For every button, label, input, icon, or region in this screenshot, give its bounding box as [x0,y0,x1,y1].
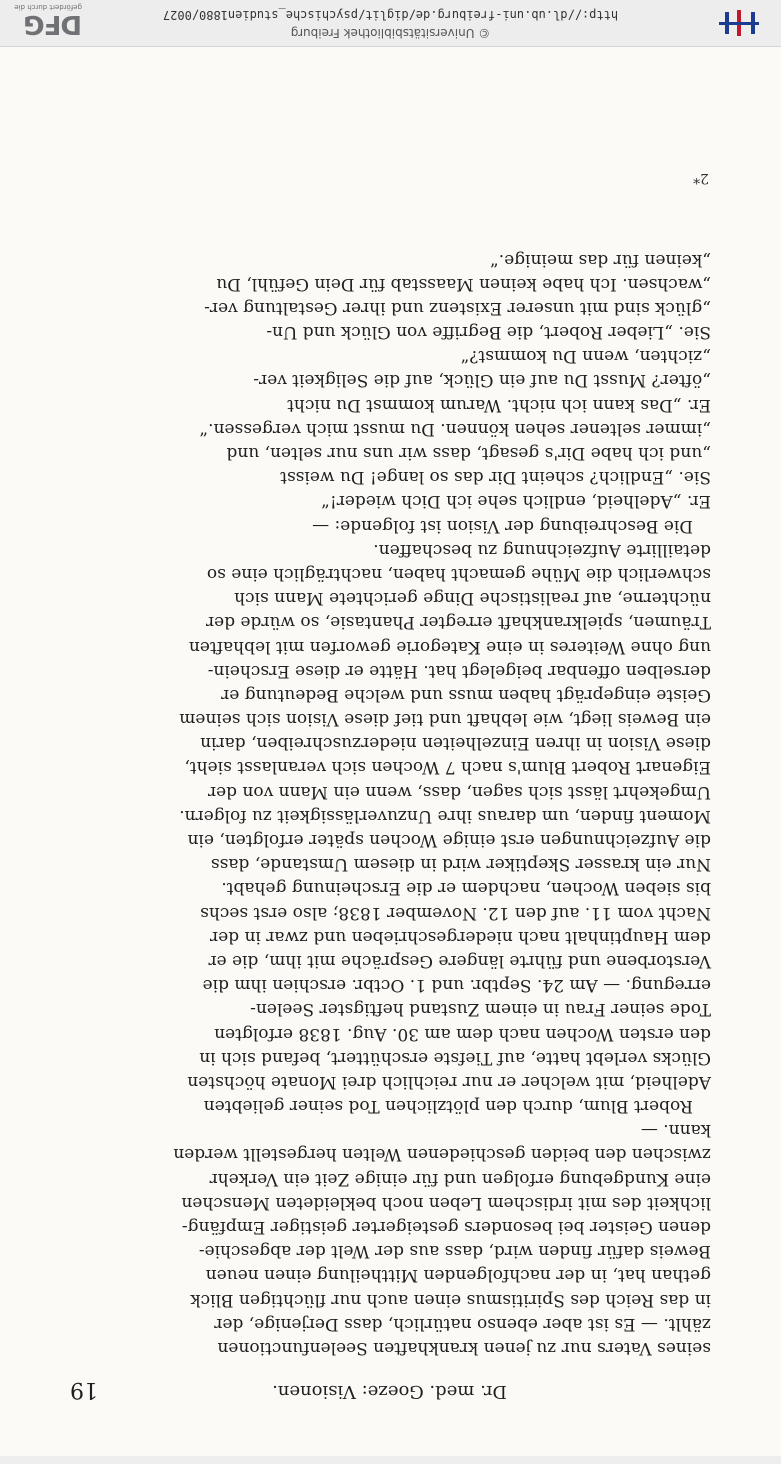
text-line: Träumen, spielkrankhaft erregter Phantasie, so würde der [205,612,711,633]
text-line: ung ohne Weiteres in eine Kategorie geworfen mit lebhaften [188,636,711,657]
text-line: kann. — [640,1120,711,1141]
text-line: derselben offenbar beigelegt hat. Hätte er diese Erschein- [207,660,711,681]
text-line: „wachsen. Ich habe keinen Maasstab für Dein Gefühl, Du [216,273,711,294]
text-line: Tode seiner Frau in einem Zustand heftigster Seelen- [250,999,711,1020]
text-line: Moment finden, um daraus ihre Unzuverlässigkeit zu folgern. [179,805,711,826]
document-url-link[interactable]: http://dl.ub.uni-freiburg.de/diglit/psychische_studien1880/0027 [162,8,619,22]
text-line: Geiste eingeprägt haben muss und welche Bedeutung er [221,684,711,705]
dfg-logo-subtitle: gefördert durch die [14,3,82,11]
text-line: Er. „Adelheid, endlich sehe ich Dich wieder!“ [321,491,711,512]
text-line: Er. „Das kann ich nicht. Warum kommst Du nicht [287,394,711,415]
text-line: Eigenart Robert Blum's nach 7 Wochen sich veranlasst sieht, [184,757,711,778]
text-line: Nur ein krasser Skeptiker wird in diesem Umstande, dass [210,854,711,875]
top-strip [0,1456,781,1464]
text-line: „glück sind mit unserer Existenz und ihrer Gestaltung ver- [204,297,711,318]
viewer-footer-bar [0,0,781,47]
text-line: detaillirte Aufzeichnung zu beschaffen. [373,539,711,560]
text-line: Verstorbene und führte längere Gespräche mit ihm, die er [208,951,711,971]
text-line: dem Hauptinhalt nach niedergeschrieben und zwar in der [210,926,711,947]
text-line: zählt. — Es ist aber ebenso natürlich, dass Derjenige, der [214,1313,711,1334]
text-line: „zichten, wenn Du kommst?“ [460,346,711,367]
text-line: Sie. „Endlich? scheint Dir das so lange! Du weisst [280,467,711,488]
text-line: Nacht vom 11. auf den 12. November 1838; also erst sechs [200,902,711,923]
text-line: Beweis dafür finden wird, dass aus der Welt der abgeschie- [198,1241,711,1262]
text-line: ein Beweis liegt, wie lebhaft und tief diese Vision sich seinem [179,709,711,730]
signature-mark: 2* [693,170,709,186]
running-header [70,1370,709,1402]
text-line: seines Vaters nur zu jenen krankhaften Seelenfunctionen [217,1338,711,1358]
text-line: „und ich habe Dir's gesagt, dass wir uns nur selten, und [226,443,711,464]
copyright-notice: © Universitätsbibliothek Freiburg [290,26,491,40]
page-header-title: Dr. med. Goeze: Visionen. [272,1381,507,1402]
text-line: Adelheid, mit welcher er nur reichlich drei Monate höchsten [187,1071,711,1092]
text-line: lichkeit des mit irdischem Leben noch bekleideten Menschen [181,1192,711,1213]
text-line: nüchterne, auf realistische Dinge gerichtete Mann sich [234,588,711,609]
text-line: eine Kundgebung erfolgen und für einige Zeit ein Verkehr [209,1168,711,1189]
text-line: Robert Blum, durch den plötzlichen Tod seiner geliebten [203,1096,693,1117]
text-line: denen Geister bei besonders gesteigerter geistiger Empfäng- [181,1217,711,1238]
text-line: „keinen für das meinige.“ [490,249,711,270]
text-line: Umgekehrt lässt sich sagen, dass, wenn ein Mann von der [207,781,711,802]
page-number: 19 [70,1377,98,1402]
text-line: schwerlich die Mühe gemacht haben, nachträglich eine so [206,564,711,584]
page-body-text [71,247,711,1360]
text-line: die Aufzeichnungen erst einige Wochen später erfolgten, ein [187,830,711,851]
dfg-logo[interactable] [6,3,82,37]
text-line: in das Reich des Spiritismus einen auch nur flüchtigen Blick [190,1289,711,1310]
text-line: „öfter? Musst Du auf ein Glück, auf die Seligkeit ver- [253,370,711,391]
text-line: Glücks verlebt hatte, auf Tiefste erschüttert, befand sich in [199,1047,711,1068]
text-line: gethan hat, in der nachfolgenden Mittheilung einen neuen [205,1265,711,1286]
text-line: Die Beschreibung der Vision ist folgende: — [312,515,693,536]
text-line: Sie. „Lieber Robert, die Begriffe von Glück und Un- [266,322,711,343]
dfg-logo-mark: DFG [24,9,82,39]
text-line: bis sieben Wochen, nachdem er die Erscheinung gehabt. [221,878,711,899]
text-line: diese Vision in ihren Einzelheiten niederzuschreiben, darin [200,733,711,754]
text-line: den ersten Wochen nach dem am 30. Aug. 1838 erfolgten [214,1023,711,1044]
text-line: „immer seltener sehen können. Du musst mich vergessen.“ [199,418,711,439]
text-line: zwischen den beiden geschiedenen Welten hergestellt werden [173,1144,711,1165]
text-line: erregung. — Am 24. Septbr. und 1. Octbr. erschien ihm die [202,975,711,996]
